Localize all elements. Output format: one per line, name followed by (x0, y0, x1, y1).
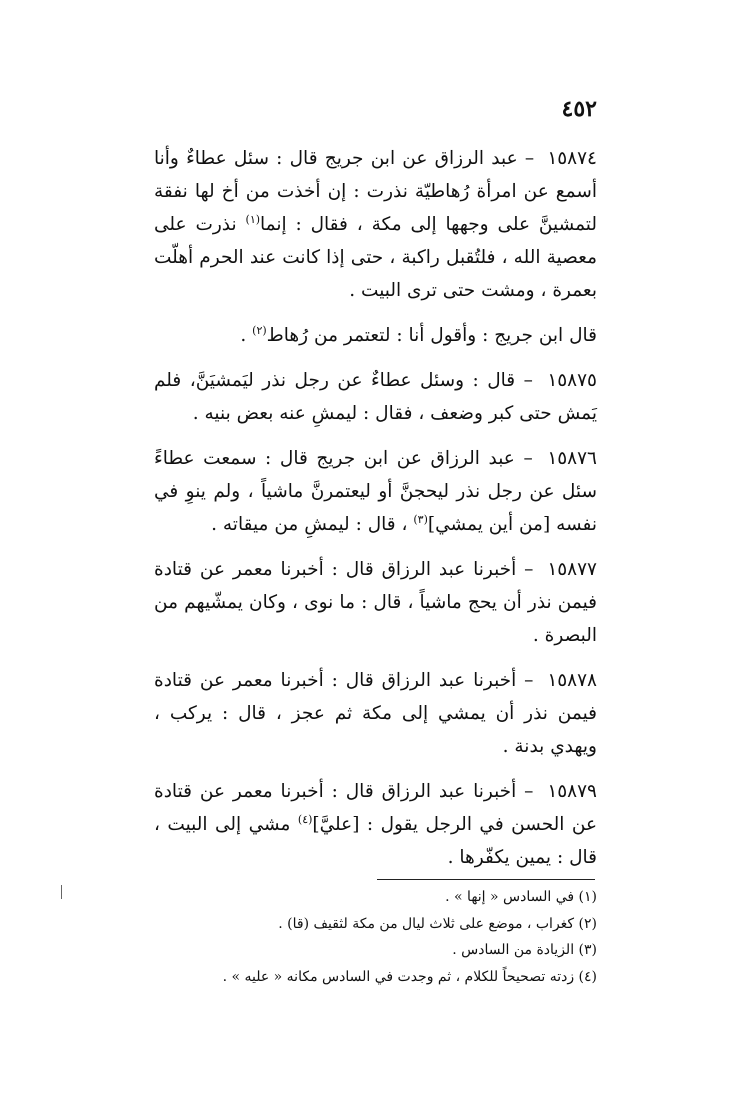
paragraph-text: – أخبرنا عبد الرزاق قال : أخبرنا معمر عن قتادة فيمن نذر أن يمشي إلى مكة ثم عجز ، قال : يركب ، ويهدي بدنة . (154, 670, 597, 757)
paragraph-text: – قال : وسئل عطاءٌ عن رجل نذر ليَمشيَنَّ، فلم يَمش حتى كبر وضعف ، فقال : ليمشِ عنه بعض بنيه . (154, 370, 597, 424)
footnote-ref[interactable]: (١) (245, 212, 261, 226)
footnote-ref[interactable]: (٣) (413, 512, 428, 526)
paragraph-text: مشي إلى البيت ، قال : يمين يكفّرها . (154, 814, 597, 868)
paragraph-15875 (154, 364, 597, 430)
paragraph-ibn-jurayj (154, 319, 597, 352)
footnote-ref[interactable]: (٢) (252, 323, 267, 337)
page-number: ٤٥٢ (561, 96, 597, 122)
paragraph-15879 (154, 775, 597, 874)
hadith-number: ١٥٨٧٩ (547, 781, 597, 802)
paragraph-15877 (154, 553, 597, 652)
footnote-1: (١) في السادس « إنها » . (445, 889, 597, 905)
hadith-number: ١٥٨٧٨ (547, 670, 597, 691)
hadith-number: ١٥٨٧٦ (547, 448, 597, 469)
paragraph-text: – عبد الرزاق عن ابن جريج قال : سئل عطاءٌ وأنا أسمع عن امرأة رُهاطيّة نذرت : إن أخذت من أخ لها نفقة لتمشينَّ على وجهها إلى مكة ، فقال : إنما (154, 148, 597, 235)
footnotes (154, 884, 597, 990)
paragraph-15876 (154, 442, 597, 541)
paragraph-text: نذرت على معصية الله ، فلتُقبل راكبة ، حتى إذا كانت عند الحرم أهلّت بعمرة ، ومشت حتى ترى البيت . (154, 214, 597, 301)
footnote-2: (٢) كغراب ، موضع على ثلاث ليال من مكة لثقيف (قا) . (278, 915, 597, 932)
paragraph-text: – أخبرنا عبد الرزاق قال : أخبرنا معمر عن قتادة عن الحسن في الرجل يقول : [عليَّ] (154, 781, 597, 835)
paragraph-text: ، قال : ليمشِ من ميقاته . (211, 514, 414, 535)
footnote-divider (377, 879, 595, 880)
paragraph-text: – عبد الرزاق عن ابن جريج قال : سمعت عطاءً سئل عن رجل نذر ليحجنَّ أو ليعتمرنَّ ماشياً ، ولم ينوِ في نفسه [من أين يمشي] (154, 448, 597, 535)
hadith-number: ١٥٨٧٤ (547, 148, 597, 169)
paragraph-text: – أخبرنا عبد الرزاق قال : أخبرنا معمر عن قتادة فيمن نذر أن يحج ماشياً ، قال : ما نوى ، وكان يمشّيهم من البصرة . (154, 559, 597, 646)
hadith-number: ١٥٨٧٧ (547, 559, 597, 580)
main-text (154, 142, 597, 886)
footnote-3: (٣) الزيادة من السادس . (452, 942, 597, 958)
margin-mark (61, 885, 62, 899)
paragraph-text: قال ابن جريج : وأقول أنا : لتعتمر من رُهاط (266, 325, 597, 346)
footnote-ref[interactable]: (٤) (297, 812, 313, 826)
hadith-number: ١٥٨٧٥ (547, 370, 597, 391)
footnote-4: (٤) زدته تصحيحاً للكلام ، ثم وجدت في السادس مكانه « عليه » . (222, 968, 597, 985)
paragraph-15878 (154, 664, 597, 763)
paragraph-text: . (240, 325, 253, 346)
paragraph-15874 (154, 142, 597, 307)
